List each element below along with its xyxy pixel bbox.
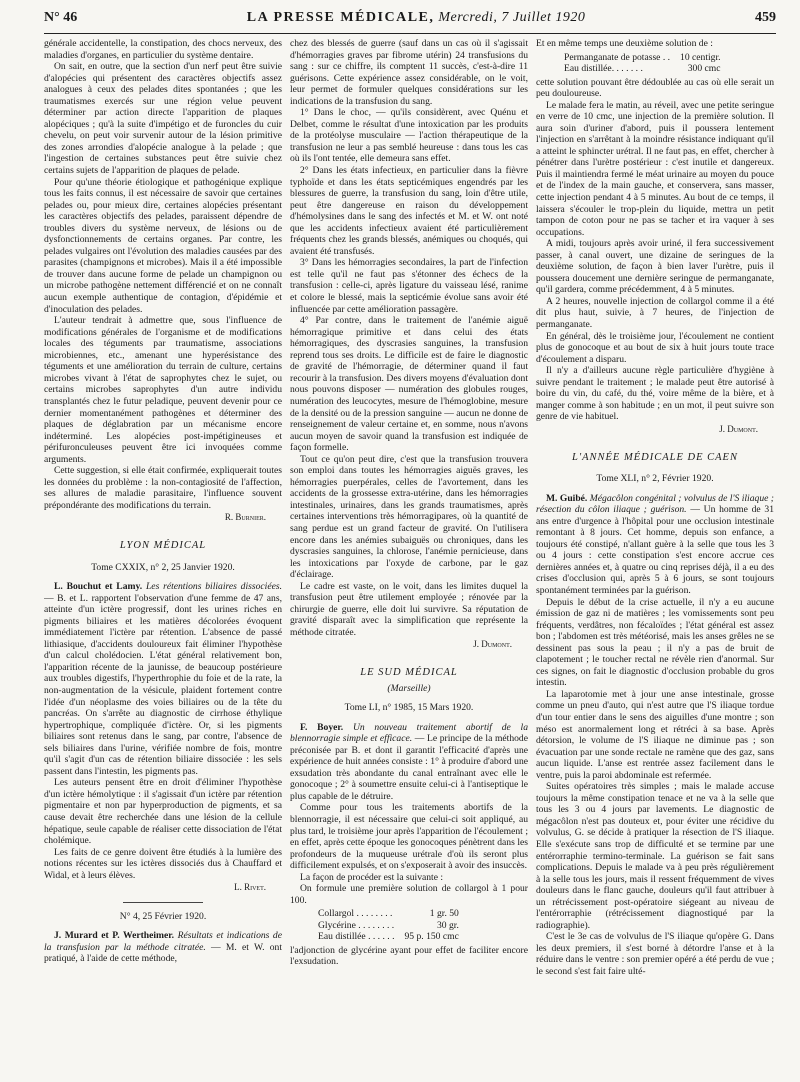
prescription-table [564, 52, 725, 75]
paragraph: l'adjonction de glycérine ayant pour effet de faciliter encore l'exsudation. [290, 944, 528, 968]
table-row [318, 908, 463, 920]
article-authors: F. Boyer. [300, 721, 344, 733]
paragraph: L'auteur tendrait à admettre que, sous l'influence de modifications générales de l'organisme et de modifications locales des téguments par traumatisme, associations microbiennes, etc., amenant une hyperésistance des téguments et une amélioration du terrain de culture, certains microbes vivant à l'état de saprophytes chez le sujet, ou certains microbes saprophytes d'un autre individu transplantés chez le futur peladique, peuvent devenir pour ce dernier momentanément pathogènes et déterminer des plaques de déglabration par un mécanisme encore indéterminé. Les alopécies post-impétigineuses et périfuronculeuses peuvent être ici invoquées comme arguments. [44, 315, 282, 465]
author-signature: J. Dumont. [473, 639, 512, 650]
text-columns [44, 38, 776, 1078]
paragraph: 3° Dans les hémorragies secondaires, la part de l'infection est telle qu'il ne faut pas s'étonner des échecs de la transfusion : celle-ci, après ligature du vaisseau lésé, ranime et colore le blessé, mais la septicémie évolue sans avoir été influencée par cette amélioration passagère. [290, 257, 528, 315]
paragraph: 4° Par contre, dans le traitement de l'anémie aiguë hémorragique primitive et dans celui des états hémorragiques, des dyscrasies sanguines, la transfusion reprend tous ses droits. Le difficile est de faire le diagnostic de gravité de l'hémorragie, de déterminer quand il faut recourir à la transfusion. Des divers moyens d'évaluation dont nous pouvons disposer — numération des globules rouges, numération des leucocytes, mesure de l'hémoglobine, mesure de la densité ou de la pression sanguine — aucun ne donne de renseignement de valeur certaine et, en somme, nous n'avons aucun moyen de savoir quand la transfusion est indiquée de façon formelle. [290, 315, 528, 454]
quantity: 1 gr. 50 [429, 908, 459, 920]
article-authors: J. Murard et P. Wertheimer. [54, 930, 175, 942]
paragraph: Le malade fera le matin, au réveil, avec une petite seringue en verre de 10 cmc, une injection de la première solution. Il aura soin d'uriner d'abord, puis il poussera lentement l'injection en s'arrêtant à la moindre résistance indiquant qu'il a atteint le sphincter urétral. Il ne faut pas, en effet, chercher à pénétrer dans l'urètre postérieur : c'est inutile et dangereux. Puis il maintiendra fermé le méat urinaire au moyen du pouce et de l'index de la main gauche, et conservera, sans masser, cette injection pendant 4 à 5 minutes. Au bout de ce temps, il laissera s'écouler le trop-plein du liquide, mettra un petit tampon de coton pour ne pas se tacher et ira vaquer à ses occupations. [536, 99, 774, 238]
issue-number: N° 46 [44, 10, 78, 25]
paragraph: Les faits de ce genre doivent être étudiés à la lumière des notions récentes sur les ictères dissociés dus à Chauffard et Widal, et à leurs élèves. [44, 846, 282, 881]
article-bouchut [44, 581, 282, 777]
ingredient: Collargol . . . . . . . . [318, 908, 393, 920]
author-signature: L. Rivet. [234, 882, 266, 893]
issue-date: Mercredi, 7 Juillet 1920 [438, 10, 586, 25]
paragraph: La laparotomie met à jour une anse intestinale, grosse comme un pneu d'auto, qui n'est autre que l'S iliaque tordue d'un tour entier dans le sens des aiguilles d'une montre ; son méso est anormalement long et rétréci à sa base. Après détorsion, le volume de l'S iliaque ne diminue pas ; son évacuation par une sonde rectale ne ramène que des gaz, sans aucun liquide. L'anse est rentrée assez facilement dans le ventre, puis la paroi abdominale est refermée. [536, 688, 774, 781]
author-signature: J. Dumont. [719, 423, 758, 434]
column-3 [536, 38, 774, 1078]
page-number: 459 [754, 10, 776, 25]
paragraph: Le cadre est vaste, on le voit, dans les limites duquel la transfusion peut être utilement employée ; rénovée par la chirurgie de guerre, elle doit lui survivre. Sa réputation de gravité disparaît avec la simplification que représente la méthode citratée. [290, 580, 528, 638]
paragraph: En général, dès le troisième jour, l'écoulement ne contient plus de gonocoque et au bout de six à huit jours toute trace d'écoulement a disparu. [536, 330, 774, 365]
ingredient: Eau distillée . . . . . . [318, 931, 395, 943]
article-title: Les rétentions biliaires dissociées. [145, 581, 282, 593]
column-1 [44, 38, 282, 1078]
paragraph: On sait, en outre, que la section d'un nerf peut être suivie d'alopécies qui présentent des caractères objectifs assez analogues à ceux des pelades dites spontanées ; que les traumatismes exercés sur une région velue peuvent déterminer par action directe l'apparition de plaques alopéciques ; qu'à la suite d'impétigo et de furoncles du cuir chevelu, on peut voir survenir autour de la lésion primitive des zones arrondies d'alopécie analogue à la pelade ; que l'ingestion de certaines substances peut être suivie chez certains sujets de l'apparition de plaques de pelade. [44, 61, 282, 177]
quantity: 95 p. 150 cmc [404, 931, 459, 943]
article-authors: M. Guibé. [546, 492, 588, 504]
paragraph: On formule une première solution de collargol à 1 pour 100. [290, 883, 528, 906]
journal-name: LA PRESSE MÉDICALE, [246, 10, 435, 25]
quantity: 300 cmc [687, 63, 721, 75]
article-boyer [290, 722, 528, 803]
section-issue: Tome XLI, n° 2, Février 1920. [596, 473, 714, 485]
paragraph: Les auteurs pensent être en droit d'éliminer l'hypothèse d'un ictère hémolytique : il s'agissait d'un ictère par rétention pigmentaire et non par hyperproduction de pigments, et sa cause devait être recherchée dans une lésion de la cellule hépatique, seule capable de réaliser cette dissociation de l'état cholémique. [44, 777, 282, 847]
paragraph: A 2 heures, nouvelle injection de collargol comme il a été dit plus haut, suivie, à 7 heures, de l'injection de permanganate. [536, 295, 774, 331]
paragraph: générale accidentelle, la constipation, des chocs nerveux, des maladies d'organes, en particulier du système dentaire. [44, 38, 282, 61]
table-row [318, 920, 463, 932]
page-header [44, 10, 776, 34]
paragraph: Cette suggestion, si elle était confirmée, expliquerait toutes les données du problème : la non-contagiosité de l'affection, ses allures de maladie parasitaire, l'influence souvent prépondérante des modifications du terrain. [44, 465, 282, 511]
paragraph: Et en même temps une deuxième solution de : [536, 38, 713, 49]
table-row [564, 52, 725, 64]
section-subtitle: (Marseille) [387, 682, 431, 694]
paragraph: Tout ce qu'on peut dire, c'est que la transfusion trouvera son emploi dans toutes les hémorragies aiguës graves, les hémorragies puerpérales, celles de l'avortement, dans les accidents de la grossesse extra-utérine, dans les hémorragies intestinales, urinaires, dans les grands traumatismes, après certaines interventions très hémorragipares, où la quantité de sang perdue est un grand facteur de gravité. On l'utilisera encore dans les anémies subaiguës ou chroniques, dans les dyscrasies sanguines, la chlorose, l'anémie pernicieuse, dans les intoxications par l'oxyde de carbone, par le gaz d'éclairage. [290, 453, 528, 581]
section-issue: Tome LI, n° 1985, 15 Mars 1920. [344, 702, 474, 714]
section-issue: Tome CXXIX, n° 2, 25 Janvier 1920. [91, 561, 235, 573]
table-row [318, 931, 463, 943]
paragraph: La façon de procéder est la suivante : [300, 871, 444, 883]
paragraph: Comme pour tous les traitements abortifs de la blennorragie, il est nécessaire que celui-ci soit appliqué, au plus tard, le troisième jour après l'apparition de l'écoulement ; en effet, après cette époque les gonocoques pénètrent dans les profondeurs de la muqueuse urétrale d'où ils seront plus difficilement expulsés, et on s'exposerait à avoir des insuccès. [290, 802, 528, 872]
table-row [564, 63, 725, 75]
paragraph: Suites opératoires très simples ; mais le malade accuse toujours la même constipation tenace et ne va à la selle que tous les 3 ou 4 jours par lavements. Le diagnostic de mégacôlon n'est pas douteux et, pour éviter une récidive du volvulus, G. se décide à pratiquer la résection de l'S iliaque. Elle s'exécute sans trop de difficulté et se termine par une entérorraphie termino-terminale. La guérison se fait sans complications. Depuis le malade va à peu près régulièrement à la selle tous les jours, mais il ressent fréquemment de vives douleurs dans le flanc gauche, douleurs qu'il faut attribuer à un rétrécissement post-opératoire siégeant au niveau de l'entérorraphie (rétrécissement diagnostiqué par la radiographie). [536, 781, 774, 931]
author-signature: R. Burnier. [224, 512, 266, 523]
ingredient: Eau distillée. . . . . . . [564, 63, 643, 75]
prescription-table [318, 908, 463, 943]
paragraph: Depuis le début de la crise actuelle, il n'y a eu aucune émission de gaz ni de matières ; les vomissements sont peu fréquents, verdâtres, non fécaloïdes ; l'état général est assez bon ; l'abdomen est très météorisé, mais les anses grêles ne se dessinent pas sous la peau ; il n'y a pas de bruit de clapotement ; le toucher rectal ne révèle rien d'anormal. Sur ces signes, on fait le diagnostic d'occlusion probable du gros intestin. [536, 596, 774, 689]
section-title-lyon: LYON MÉDICAL [119, 539, 207, 551]
paragraph: A midi, toujours après avoir uriné, il fera successivement passer, à canal ouvert, une dizaine de seringues de la deuxième solution, de façon à bien laver l'urètre, puis il poussera doucement une dernière seringue de permanganate, qu'il gardera, comme précédemment, 4 à 5 minutes. [536, 238, 774, 296]
column-2 [290, 38, 528, 1078]
ingredient: Permanganate de potasse . . [564, 51, 671, 63]
quantity: 10 centigr. [680, 51, 721, 63]
section-issue: N° 4, 25 Février 1920. [119, 910, 207, 922]
article-title: Mégacôlon congénital ; volvulus de l'S iliaque ; résection du côlon iliaque ; guérison. [536, 492, 774, 516]
journal-title [247, 10, 586, 26]
paragraph: 2° Dans les états infectieux, en particulier dans la fièvre typhoïde et dans les états septicémiques engendrés par les blessures de guerre, la transfusion du sang, loin d'être utile, peut être dangereuse en raison du développement d'hémolysines dans le sang des infectés et M. et W. ont noté que les accidents infectieux avaient été particulièrement fréquents chez les grands blessés, anémiques ou choqués, qui avaient été transfusés. [290, 165, 528, 257]
article-murard [44, 930, 282, 965]
article-body: — M. et W. ont pratiqué, à l'aide de cette méthode, [44, 941, 282, 965]
article-title: Résultats et indications de la transfusion par la méthode citratée. [44, 930, 282, 953]
article-body: — B. et L. rapportent l'observation d'une femme de 47 ans, atteinte d'un ictère progressif, dont les urines riches en pigments biliaires et les matières décolorées évoquent immédiatement l'ictère par rétention. L'absence de passé lithiasique, d'accidents douloureux fait éliminer l'hypothèse d'un calcul cholédocien. L'état général relativement bon, l'apparition récente de la jaunisse, de beaucoup postérieure aux troubles digestifs, l'hyperthrophie du foie et de la rate, la non-augmentation de la vésicule, plaident fortement contre l'idée d'un néoplasme des voies biliaires ou de la tête du pancréas. On s'arrête au diagnostic de cirrhose éthylique hypertrophique, compliquée d'ictère. Or, si les pigments biliaires sont retenus dans le sang, par contre, l'absence de sels biliaires dans l'urine, vérifiée nombre de fois, montre qu'il s'agit d'un cas de rétention biliaire dissociée : les sels passent dans l'intestin, les pigments pas. [44, 592, 282, 777]
paragraph: chez des blessés de guerre (sauf dans un cas où il s'agissait d'hémorragies graves par fibrome utérin) 24 transfusions du sang : sur ce chiffre, ils comptent 11 succès, c'est-à-dire 11 guérisons. Cette expérience assez considérable, on le voit, leur permet de formuler quelques considérations sur les indications de la transfusion du sang. [290, 38, 528, 107]
paragraph: cette solution pouvant être dédoublée au cas où elle serait un peu douloureuse. [536, 76, 774, 100]
section-title-sud: LE SUD MÉDICAL [360, 666, 458, 678]
ingredient: Glycérine . . . . . . . . [318, 919, 395, 931]
paragraph: Il n'y a d'ailleurs aucune règle particulière d'hygiène à suivre pendant le traitement ; le malade peut être autorisé à boire du vin, du café, du thé, voire même de la bière, et à manger comme à son habitude ; en un mot, il peut suivre son genre de vie habituel. [536, 365, 774, 423]
paragraph: 1° Dans le choc, — qu'ils considèrent, avec Quénu et Delbet, comme le résultat d'une intoxication par les produits de la protéolyse musculaire — l'action thérapeutique de la transfusion ne leur a pas semblé heureuse : dans tous les cas où ils l'ont tentée, elle demeura sans effet. [290, 107, 528, 165]
divider [123, 902, 203, 903]
article-body: — Un homme de 31 ans entre d'urgence à l'hôpital pour une occlusion intestinale remontant à 8 jours. Cet homme, depuis son enfance, a toujours été constipé, n'allant guère à la selle que tous les 3 ou 4 jours : cette constipation s'est encore accrue ces dernières années et, à quatre ou cinq reprises déjà, il a eu des crises d'occlusion qui, après 5 à 6 jours, se sont toujours spontanément terminées par la guérison. [536, 504, 774, 596]
quantity: 30 gr. [436, 919, 459, 931]
paragraph: C'est le 3e cas de volvulus de l'S iliaque qu'opère G. Dans les deux premiers, il s'est borné à détordre l'anse et à la réduire dans le ventre : son premier opéré a été perdu de vue ; le second s'est fait faire ulté- [536, 931, 774, 978]
article-body: — Le principe de la méthode préconisée par B. et dont il garantit l'efficacité d'après une expérience de huit années consiste : 1° à produire d'abord une exsudation très abondante du canal entraînant avec elle le gonocoque ; 2° à soumettre ensuite celui-ci à l'antiseptique le plus capable de le détruire. [290, 733, 528, 802]
article-authors: L. Bouchut et Lamy. [54, 581, 143, 593]
paragraph: Pour qu'une théorie étiologique et pathogénique explique tous les faits connus, il est nécessaire de savoir que certaines pelades ou, pour mieux dire, certaines alopécies présentant les caractères objectifs des pelades, paraissent dépendre de troubles divers du système nerveux, de lésions ou de dysfonctionnements de certains organes. Par contre, les pelades vulgaires ont l'évolution des maladies causées par des parasites (champignons et microbes). Mais il a été impossible de trouver dans aucune forme de pelade un champignon ou un microbe pathogène nettement différencié et on ne connaît aucun exemple authentique de contagion, d'épidémie et d'inoculation des pelades. [44, 176, 282, 315]
article-title: Un nouveau traitement abortif de la blennorragie simple et efficace. [290, 721, 528, 745]
section-title-caen: L'ANNÉE MÉDICALE DE CAEN [572, 451, 738, 463]
article-guibe [536, 493, 774, 597]
